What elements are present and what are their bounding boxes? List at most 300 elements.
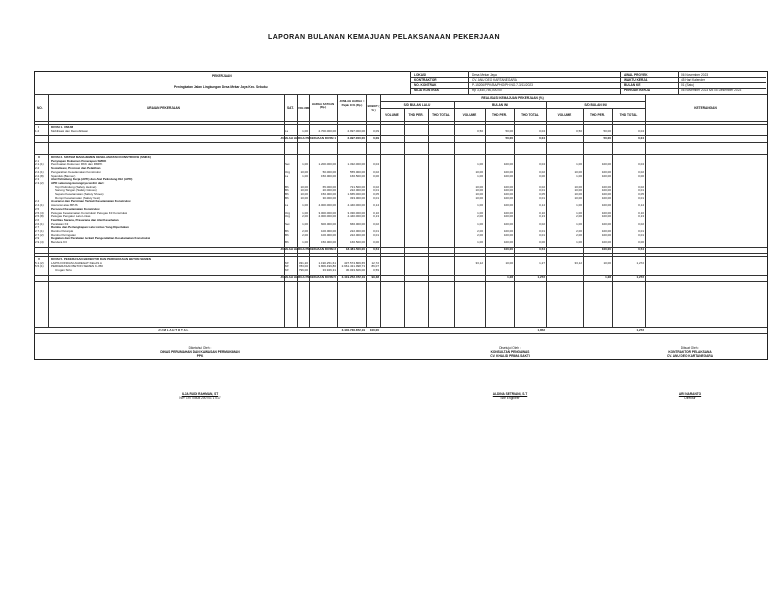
row-bi-per: 50,00 [505, 128, 513, 133]
row-volume: 10,00 [300, 195, 308, 200]
row-bi-per: 10,00 [505, 260, 513, 265]
table-rule [34, 275, 767, 276]
row-bi-per: 100,00 [503, 188, 513, 193]
row-bobot: 0,14 [373, 203, 379, 208]
row-bi-total: 0,04 [539, 128, 545, 133]
row-sat: Bh [285, 232, 289, 237]
row-jumlah: 166.500,00 [349, 173, 365, 178]
info-field-label: NILAI KONTRAK [414, 88, 440, 92]
row-volume: 2,00 [302, 214, 308, 219]
row-uraian: Sosialisasi, Promosi dan Pelatihan [51, 166, 101, 171]
row-bi-per: 100,00 [503, 173, 513, 178]
info-field-label: KONTRAKTOR [414, 78, 437, 82]
signature-org2: CV. KHALID PRIMA SAKTI [490, 354, 530, 358]
row-uraian: Petugas Keselamatan Konstruksi/ Petugas K3 Konstruksi [51, 210, 128, 215]
row-bi-volume: 0,50 [477, 128, 483, 133]
row-harga: 100.000,00 [320, 232, 336, 237]
row-bi-total: 0,01 [539, 188, 545, 193]
row-volume: 1,00 [302, 128, 308, 133]
row-sd-total: 0,01 [638, 195, 644, 200]
row-bobot: 0,01 [373, 188, 379, 193]
row-sd-per: 100,00 [601, 184, 611, 189]
row-harga: 1.190.251,61 [318, 260, 336, 265]
row-no: 2.9 [35, 236, 40, 241]
row-jumlah: 721.500,00 [349, 184, 365, 189]
row-bi-total: 0,04 [539, 162, 545, 167]
row-harga: 33.926,31 [322, 268, 336, 273]
subtotal-bobot: 99,38 [371, 275, 379, 280]
row-bi-volume: 1,00 [477, 173, 483, 178]
row-sat: Bh [285, 184, 289, 189]
row-bi-volume: 10,00 [475, 195, 483, 200]
row-uraian: Rambu Petunjuk [51, 229, 74, 233]
row-sd-volume: 10,00 [574, 169, 582, 174]
row-no: 2.2 [35, 166, 40, 171]
table-rule [428, 121, 429, 327]
table-rule [380, 108, 645, 109]
row-uraian: Topi Pelindung (Safety Helmet) [55, 184, 97, 189]
col-thd-total: THD TOTAL [619, 113, 638, 117]
row-uraian: Pengarahan Keselamatan Konstruksi [51, 169, 101, 174]
row-harga: 150.000,00 [320, 173, 336, 178]
row-bi-volume: 10,00 [475, 184, 483, 189]
row-harga: 2.700.000,00 [318, 128, 336, 133]
row-jumlah: 222.000,00 [349, 232, 365, 237]
col-no: NO. [37, 106, 43, 110]
row-sat: Org [285, 214, 291, 219]
table-rule [34, 281, 767, 282]
row-sat: M³ [285, 268, 289, 273]
subtotal-bi-per: 100,00 [503, 247, 513, 252]
col-keterangan: KETERANGAN [694, 106, 717, 110]
subtotal-bi-total: 1,272 [537, 275, 545, 280]
row-sat: Bh [285, 188, 289, 193]
info-right-label: PERIODE KERJA [624, 88, 651, 92]
row-uraian: Bendera K3 [51, 240, 67, 245]
col-volume-sub: VOLUME [385, 113, 399, 117]
subtotal-value: 2.997.000,00 [347, 135, 365, 140]
row-jumlah: 437.574.809,65 [344, 260, 365, 265]
signature-name: ALDINA SETRIANI, S.T [492, 392, 528, 396]
row-jumlah: 166.500,00 [349, 240, 365, 245]
row-sd-volume: 2,00 [576, 229, 582, 233]
info-right-label: BULAN KE [624, 83, 641, 87]
row-jumlah: 30.033.606,00 [345, 268, 365, 273]
table-rule [34, 333, 767, 334]
signature-org2: CV. ANU DEO KARTANEGARA [666, 354, 714, 358]
row-sat: Bh [285, 229, 289, 233]
row-sd-total: 0,00 [638, 173, 644, 178]
subtotal-value: 3.419.252.372,19 [341, 275, 365, 280]
subtotal-bobot: 0,09 [373, 135, 379, 140]
col-sd-bulan-ini: S/D BULAN INI [584, 103, 607, 107]
signature-role: Dibuat Oleh : [680, 346, 700, 350]
signature-org2: PPK [196, 354, 204, 358]
row-harga: 100.000,00 [320, 229, 336, 233]
row-uraian: Rompi Keselamatan (Safety Vest) [55, 195, 101, 200]
row-sd-total: 0,04 [638, 128, 644, 133]
row-uraian: Peralatan K3 [51, 221, 69, 226]
row-no: 2.7.(2) [35, 232, 44, 237]
signature-role: Disetujui Oleh : [499, 346, 521, 350]
col-sd-bulan-lalu: S/D BULAN LALU [403, 103, 431, 107]
row-volume: 2,00 [302, 229, 308, 233]
row-jumlah: 1.332.000,00 [347, 162, 365, 167]
section-title: DIVISI 1. UMUM [51, 125, 74, 129]
row-volume: 1,00 [302, 240, 308, 245]
row-jumlah: 333.000,00 [349, 195, 365, 200]
row-no: 2.6 [35, 217, 40, 222]
row-bobot: 0,05 [373, 192, 379, 196]
table-rule [48, 121, 49, 327]
row-bi-total: 0,00 [539, 173, 545, 178]
row-bobot: 0,02 [373, 221, 379, 226]
row-bi-volume: 10,00 [475, 192, 483, 196]
table-rule [410, 88, 766, 89]
signature-org: KONTRAKTOR PELAKSANA [668, 350, 712, 354]
row-no: 2.5.(8) [35, 214, 44, 219]
row-bi-total: 1,27 [539, 260, 545, 265]
row-bobot: 0,04 [373, 162, 379, 167]
row-sd-volume: 33,12 [574, 260, 582, 265]
row-bi-volume: 2,00 [477, 232, 483, 237]
row-no: 2.1 [35, 158, 40, 163]
row-sd-total: 0,05 [638, 192, 644, 196]
row-sd-volume: 1,00 [576, 173, 582, 178]
row-sat: Bh [285, 192, 289, 196]
pekerjaan-label: PEKERJAAN [212, 74, 232, 78]
section-no: I [38, 125, 39, 129]
row-no: 5.1.(2) [35, 260, 44, 265]
row-uraian: Spanduk (Banner) [51, 173, 76, 178]
row-bi-per: 100,00 [503, 232, 513, 237]
col-thd-total: THD TOTAL [521, 113, 539, 117]
col-volume-sub: VOLUME [462, 113, 477, 117]
row-bi-volume: 1,00 [477, 210, 483, 215]
row-bi-total: 0,02 [539, 221, 545, 226]
row-sat: Ls [285, 128, 289, 133]
row-uraian: Personel Keselamatan Konstruksi [51, 206, 100, 211]
subtotal-label: JUMLAH HARGA PEKERJAAN DIVISI 5 [280, 275, 336, 280]
row-no: 2.2.(1) [35, 169, 44, 174]
row-bi-per: 100,00 [503, 192, 513, 196]
row-sd-per: 100,00 [601, 195, 611, 200]
row-uraian: Urugan Sirtu [55, 268, 72, 273]
info-right-value: 01 (Satu) [681, 83, 695, 87]
row-bi-total: 0,10 [539, 210, 545, 215]
row-no: 2.5.(4) [35, 210, 44, 215]
row-sat: Ls [285, 173, 289, 178]
row-volume: 10,00 [300, 188, 308, 193]
row-jumlah: 222.000,00 [349, 188, 365, 193]
signature-org: KONSULTAN PENGAWAS [490, 350, 530, 354]
row-bobot: 0,00 [373, 240, 379, 245]
row-bobot: 12,72 [371, 260, 379, 265]
row-harga: 30.000,00 [322, 195, 336, 200]
table-rule [34, 135, 767, 136]
row-no: 2.3 [35, 177, 40, 182]
total-bobot: 100,00 [369, 327, 379, 332]
col-volume-sub: VOLUME [557, 113, 572, 117]
row-no: 2.6.(1) [35, 221, 44, 226]
section-title: DIVISI 2. SISTEM MANAJEMEN KESELAMATAN KONSTRUKSI (SMKK) [51, 155, 151, 159]
table-rule [380, 121, 381, 327]
row-uraian: Asuransi atau BPJS [51, 203, 78, 208]
table-rule [337, 94, 338, 121]
row-sat: M³ [285, 260, 289, 265]
row-jumlah: 555.000,00 [349, 169, 365, 174]
signature-role: Diketahui Oleh : [188, 346, 212, 350]
row-sd-total: 0,10 [638, 210, 644, 215]
total-bi-total: 1,852 [537, 327, 545, 332]
row-uraian: LAPIS FONDASI AGREGAT KELAS A [51, 260, 102, 265]
row-bobot: 0,02 [373, 184, 379, 189]
row-uraian: Rambu Peringatan [51, 232, 77, 237]
row-bi-per: 100,00 [503, 240, 513, 245]
table-rule [34, 327, 767, 328]
row-uraian: APD sekurang-kurangnya terdiri dari: [51, 180, 105, 185]
row-no: 2.7 [35, 225, 40, 230]
row-sd-per: 100,00 [601, 169, 611, 174]
row-sd-per: 100,00 [601, 229, 611, 233]
info-right-value: 06 November 2023 s/d 05 Desember 2023 [681, 88, 742, 92]
row-volume: 10,00 [300, 184, 308, 189]
info-right-label: AWAL PROYEK [624, 73, 648, 77]
subtotal-bi-per: 50,00 [505, 135, 513, 140]
row-bobot: 0,13 [373, 214, 379, 219]
row-bi-total: 0,02 [539, 184, 545, 189]
row-bi-total: 0,14 [539, 203, 545, 208]
row-volume: 2,00 [302, 232, 308, 237]
signature-sub: Site Engineer [500, 396, 520, 400]
row-sd-per: 100,00 [601, 232, 611, 237]
col-sat: SAT. [287, 106, 294, 110]
row-bobot: 0,01 [373, 232, 379, 237]
row-sat: Org [285, 169, 291, 174]
info-field-value: Desa Mekar Jaya [472, 73, 497, 77]
row-sat: M³ [285, 264, 289, 269]
table-rule [380, 101, 645, 102]
table-rule [404, 121, 405, 327]
total-sd-total: 1,272 [636, 327, 644, 332]
row-bi-per: 100,00 [503, 229, 513, 233]
col-harga-satuan: HARGA SATUAN (Rp.) [311, 102, 335, 110]
row-bi-volume: 1,00 [477, 240, 483, 245]
row-bi-volume: 1,00 [477, 203, 483, 208]
row-sd-per: 100,00 [601, 162, 611, 167]
row-jumlah: 2.997.000,00 [347, 128, 365, 133]
row-harga: 150.000,00 [320, 192, 336, 196]
table-rule [645, 121, 646, 327]
row-sat: Org [285, 210, 291, 215]
table-rule [34, 247, 767, 248]
row-uraian: Alat Pelindung Kerja (APK) dan Alat Pelindung Diri (APD) [51, 177, 133, 182]
row-no: 2.5 [35, 206, 40, 211]
row-no: 2.4 [35, 199, 40, 204]
row-volume: 783,00 [298, 264, 308, 269]
signature-name: ILJA RUDI RAHMAN, ST [181, 392, 219, 396]
row-no: 2.9.(4) [35, 240, 44, 245]
row-no: 2.3.(2) [35, 180, 44, 185]
row-sd-per: 100,00 [601, 192, 611, 196]
section-no: V [38, 257, 41, 261]
row-volume: 10,00 [300, 192, 308, 196]
row-harga: 50.000,00 [322, 169, 336, 174]
row-sd-total: 0,02 [638, 169, 644, 174]
report-title: LAPORAN BULANAN KEMAJUAN PELAKSANAAN PEKERJAAN [268, 34, 500, 41]
info-field-value: Rp 3,440,750,000.00 [472, 88, 502, 92]
row-bi-volume: 10,00 [475, 188, 483, 193]
table-rule [410, 77, 766, 78]
row-bi-per: 100,00 [503, 162, 513, 167]
row-uraian: PERKERASAN BETON SEMEN K-350 [51, 264, 103, 269]
row-sd-total: 0,01 [638, 232, 644, 237]
row-sd-total: 0,00 [638, 240, 644, 245]
row-bi-per: 100,00 [503, 210, 513, 215]
row-sd-volume: 0,50 [576, 128, 582, 133]
info-field-label: NO. KONTRAK [414, 83, 437, 87]
row-uraian: Petugas Pengatur Lalu Lintas [51, 214, 91, 219]
row-bi-total: 0,01 [539, 229, 545, 233]
row-sd-total: 0,14 [638, 203, 644, 208]
total-label: J U M L A H T O T A L [158, 327, 189, 332]
table-rule [34, 142, 767, 143]
subtotal-bi-per: 1,28 [507, 275, 513, 280]
row-sd-per: 100,00 [601, 203, 611, 208]
row-sat: Ls [285, 203, 289, 208]
row-no: 2.2.(8) [35, 173, 44, 178]
row-volume: 331,20 [298, 260, 308, 265]
row-sd-per: 100,00 [601, 188, 611, 193]
row-volume: 1,00 [302, 221, 308, 226]
pekerjaan-value: Peningkatan Jalan Lingkungan Desa Mekar Jaya Kec. Sebuku [174, 85, 268, 89]
row-bi-per: 100,00 [503, 203, 513, 208]
row-sd-volume: 2,00 [576, 214, 582, 219]
row-bi-total: 0,05 [539, 192, 545, 196]
col-thd-per: THD PER. [408, 113, 424, 117]
row-bi-volume: 1,00 [477, 221, 483, 226]
row-harga: 4.000.000,00 [318, 203, 336, 208]
col-realisasi: REALISASI KEMAJUAN PEKERJAAN (%) [481, 96, 544, 100]
row-sat: Set [285, 162, 290, 167]
subtotal-sd-per: 100,00 [601, 247, 611, 252]
table-rule [34, 121, 767, 122]
row-no: 1.2 [35, 128, 40, 133]
row-sd-volume: 1,00 [576, 210, 582, 215]
col-volume: VOLUME [298, 106, 310, 110]
info-field-value: CV. ANU DEO KARTANEGARA [472, 78, 517, 82]
info-right-label: WAKTU KERJA [624, 78, 648, 82]
subtotal-bi-total: 0,04 [539, 135, 545, 140]
row-bobot: 0,01 [373, 229, 379, 233]
section-title: DIVISI 5. PEKERASAN BERBUTIR DAN PERKERASAN BETON SEMEN [51, 257, 151, 261]
row-sd-volume: 1,00 [576, 240, 582, 245]
table-rule [410, 82, 766, 83]
row-sd-total: 0,02 [638, 221, 644, 226]
row-uraian: Penyiapan Dokumen Penerapan SMKK [51, 158, 107, 163]
row-volume: 1,00 [302, 162, 308, 167]
row-jumlah: 3.330.000,00 [347, 210, 365, 215]
subtotal-value: 18.481.500,00 [345, 247, 365, 252]
row-bi-volume: 33,12 [475, 260, 483, 265]
row-bi-volume: 2,00 [477, 214, 483, 219]
row-no: 5.5.(1) [35, 264, 44, 269]
subtotal-bobot: 0,54 [373, 247, 379, 252]
row-volume: 1,00 [302, 173, 308, 178]
row-harga: 150.000,00 [320, 240, 336, 245]
row-bi-per: 100,00 [503, 195, 513, 200]
row-harga: 2.000.000,00 [318, 214, 336, 219]
row-bobot: 86,07 [371, 264, 379, 269]
subtotal-sd-total: 0,04 [638, 135, 644, 140]
row-sd-volume: 10,00 [574, 195, 582, 200]
row-sd-volume: 1,00 [576, 203, 582, 208]
row-uraian: Rambu dan Perlengkapan Lalu Lintas Yang Diperlukan [51, 225, 129, 230]
row-sd-total: 0,01 [638, 188, 644, 193]
row-bi-volume: 10,00 [475, 169, 483, 174]
table-rule [34, 124, 767, 125]
row-jumlah: 666.000,00 [349, 221, 365, 226]
row-uraian: Asuransi dan Perizinan Terkait Keselamatan Konstruksi [51, 199, 131, 204]
row-sd-volume: 2,00 [576, 232, 582, 237]
info-right-value: 45 Hari Kalender [681, 78, 705, 82]
info-field-value: P-15206/PPK/BA/PHO/PH NO.7-3/11/2023 [472, 83, 533, 87]
row-bi-per: 100,00 [503, 169, 513, 174]
signature-sub: NIP. 19770508 200701 1 017 [179, 396, 221, 400]
row-volume: 10,00 [300, 169, 308, 174]
row-sd-volume: 10,00 [574, 188, 582, 193]
row-sd-volume: 1,00 [576, 162, 582, 167]
row-sd-volume: 1,00 [576, 221, 582, 226]
row-bobot: 0,10 [373, 210, 379, 215]
row-no: 2.7.(1) [35, 229, 44, 233]
row-sd-per: 10,00 [603, 260, 611, 265]
row-sd-total: 0,01 [638, 229, 644, 233]
col-bobot: BOBOT ( % ) [367, 104, 380, 112]
row-jumlah: 1.665.000,00 [347, 192, 365, 196]
row-bi-per: 100,00 [503, 221, 513, 226]
row-uraian: Fasilitas Sarana, Prasarana dan Alat Kesehatan [51, 217, 119, 222]
row-bi-total: 0,00 [539, 240, 545, 245]
row-sd-volume: 10,00 [574, 184, 582, 189]
row-jumlah: 222.000,00 [349, 229, 365, 233]
row-bobot: 0,59 [373, 268, 379, 273]
row-sd-per: 100,00 [601, 210, 611, 215]
row-bobot: 0,00 [373, 173, 379, 178]
row-jumlah: 4.440.000,00 [347, 214, 365, 219]
row-jumlah: 2.961.431.998,73 [341, 264, 365, 269]
row-harga: 3.000.000,00 [318, 210, 336, 215]
row-sd-total: 0,13 [638, 214, 644, 219]
col-jumlah-harga: JUMLAH HARGA = Pajak 11% (Rp.) [339, 99, 365, 107]
info-right-value: 06 November 2023 [681, 73, 709, 77]
subtotal-sd-total: 1,272 [636, 275, 644, 280]
col-thd-per: THD PER. [590, 113, 605, 117]
row-uraian: Sepatu Keselamatan (Safety Shoes) [55, 192, 104, 196]
row-bi-volume: 1,00 [477, 162, 483, 167]
row-sat: Set [285, 221, 290, 226]
row-uraian: Sarung Tangan (Safety Gloves) [55, 188, 97, 193]
row-jumlah: 4.440.000,00 [347, 203, 365, 208]
table-rule [48, 94, 49, 121]
row-harga: 3.806.499,86 [318, 264, 336, 269]
table-rule [34, 253, 767, 254]
info-field-label: LOKASI [414, 73, 427, 77]
table-rule [284, 94, 285, 121]
row-sd-total: 1,272 [636, 260, 644, 265]
row-bi-per: 100,00 [503, 214, 513, 219]
signature-name: ARI NARANTO [678, 392, 702, 396]
